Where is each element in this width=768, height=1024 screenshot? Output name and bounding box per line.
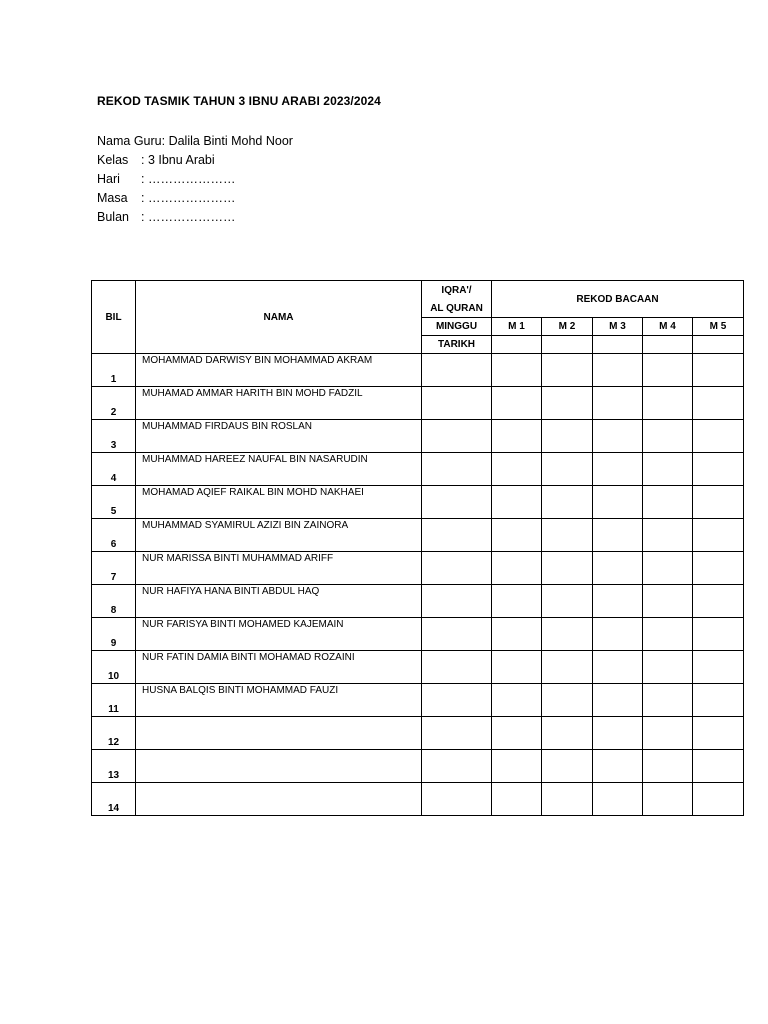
header-week-2: M 2 [542,318,593,336]
iqra-cell [422,618,492,651]
row-nama: MUHAMMAD SYAMIRUL AZIZI BIN ZAINORA [136,519,422,552]
iqra-cell [422,750,492,783]
row-bil: 14 [92,783,136,816]
week-cell [643,519,693,552]
tarikh-cell [492,336,542,354]
info-row-kelas [97,151,293,170]
week-cell [492,519,542,552]
week-cell [492,618,542,651]
week-cell [542,519,593,552]
week-cell [593,750,643,783]
info-label: Kelas [97,153,129,167]
week-cell [593,651,643,684]
row-bil: 4 [92,453,136,486]
week-cell [643,684,693,717]
week-cell [693,486,744,519]
week-cell [492,717,542,750]
week-cell [593,486,643,519]
row-nama [136,717,422,750]
row-nama: HUSNA BALQIS BINTI MOHAMMAD FAUZI [136,684,422,717]
row-nama: MUHAMAD AMMAR HARITH BIN MOHD FADZIL [136,387,422,420]
header-rekod-bacaan: REKOD BACAAN [492,281,744,318]
week-cell [492,750,542,783]
week-cell [492,585,542,618]
table-row [92,717,744,750]
header-tarikh: TARIKH [422,336,492,354]
table-row [92,684,744,717]
row-bil: 2 [92,387,136,420]
week-cell [542,420,593,453]
week-cell [643,453,693,486]
table-row [92,618,744,651]
info-block [97,132,293,227]
table-row [92,486,744,519]
week-cell [643,585,693,618]
week-cell [542,387,593,420]
week-cell [542,717,593,750]
table-row [92,552,744,585]
table-row [92,387,744,420]
info-row-hari [97,170,293,189]
week-cell [643,783,693,816]
row-nama: MOHAMAD AQIEF RAIKAL BIN MOHD NAKHAEI [136,486,422,519]
document-title: REKOD TASMIK TAHUN 3 IBNU ARABI 2023/2024 [97,94,381,108]
week-cell [693,552,744,585]
week-cell [593,684,643,717]
week-cell [542,354,593,387]
week-cell [542,552,593,585]
row-bil: 10 [92,651,136,684]
week-cell [542,651,593,684]
week-cell [593,453,643,486]
info-label: Bulan [97,210,129,224]
header-iqra: IQRA'/ [422,281,492,300]
week-cell [643,750,693,783]
week-cell [693,651,744,684]
week-cell [593,552,643,585]
info-row-masa [97,189,293,208]
row-bil: 8 [92,585,136,618]
header-week-3: M 3 [593,318,643,336]
table-row [92,453,744,486]
header-week-4: M 4 [643,318,693,336]
info-row-guru [97,132,293,151]
row-nama: MUHAMMAD FIRDAUS BIN ROSLAN [136,420,422,453]
table-row [92,420,744,453]
week-cell [542,783,593,816]
week-cell [492,684,542,717]
week-cell [643,354,693,387]
week-cell [643,618,693,651]
week-cell [542,618,593,651]
table-row [92,783,744,816]
week-cell [593,585,643,618]
table-row [92,519,744,552]
tarikh-cell [693,336,744,354]
row-nama: MOHAMMAD DARWISY BIN MOHAMMAD AKRAM [136,354,422,387]
row-nama [136,783,422,816]
week-cell [693,387,744,420]
week-cell [492,453,542,486]
iqra-cell [422,354,492,387]
row-bil: 6 [92,519,136,552]
iqra-cell [422,717,492,750]
week-cell [492,651,542,684]
header-minggu: MINGGU [422,318,492,336]
week-cell [693,750,744,783]
week-cell [643,420,693,453]
header-alquran: AL QURAN [422,299,492,318]
week-cell [643,387,693,420]
week-cell [492,552,542,585]
table-row [92,750,744,783]
week-cell [693,585,744,618]
iqra-cell [422,453,492,486]
iqra-cell [422,783,492,816]
info-label: Masa [97,191,128,205]
header-nama: NAMA [136,281,422,354]
table-row [92,651,744,684]
tarikh-cell [542,336,593,354]
week-cell [593,387,643,420]
tasmik-table [91,280,744,816]
week-cell [593,354,643,387]
week-cell [643,552,693,585]
week-cell [693,519,744,552]
week-cell [643,651,693,684]
week-cell [593,783,643,816]
header-bil: BIL [92,281,136,354]
week-cell [593,519,643,552]
row-bil: 7 [92,552,136,585]
info-value: : ………………… [141,210,236,224]
iqra-cell [422,387,492,420]
row-nama: NUR FATIN DAMIA BINTI MOHAMAD ROZAINI [136,651,422,684]
row-bil: 1 [92,354,136,387]
row-nama: NUR FARISYA BINTI MOHAMED KAJEMAIN [136,618,422,651]
table-row [92,354,744,387]
iqra-cell [422,486,492,519]
week-cell [693,453,744,486]
iqra-cell [422,420,492,453]
week-cell [542,453,593,486]
row-bil: 13 [92,750,136,783]
iqra-cell [422,552,492,585]
week-cell [593,618,643,651]
row-nama: MUHAMMAD HAREEZ NAUFAL BIN NASARUDIN [136,453,422,486]
week-cell [643,717,693,750]
week-cell [492,387,542,420]
info-value-guru: Dalila Binti Mohd Noor [168,134,293,148]
week-cell [542,585,593,618]
week-cell [492,420,542,453]
week-cell [542,684,593,717]
week-cell [693,783,744,816]
header-week-1: M 1 [492,318,542,336]
tarikh-cell [593,336,643,354]
week-cell [492,354,542,387]
week-cell [693,684,744,717]
row-bil: 3 [92,420,136,453]
week-cell [593,717,643,750]
header-week-5: M 5 [693,318,744,336]
row-bil: 12 [92,717,136,750]
tarikh-cell [643,336,693,354]
iqra-cell [422,651,492,684]
table-row [92,585,744,618]
iqra-cell [422,519,492,552]
info-value: : ………………… [141,191,236,205]
info-label: Hari [97,172,120,186]
week-cell [492,783,542,816]
iqra-cell [422,585,492,618]
week-cell [593,420,643,453]
week-cell [542,750,593,783]
row-bil: 5 [92,486,136,519]
week-cell [693,420,744,453]
info-row-bulan [97,208,293,227]
info-value: : ………………… [141,172,236,186]
week-cell [693,354,744,387]
week-cell [542,486,593,519]
row-bil: 9 [92,618,136,651]
row-nama [136,750,422,783]
row-nama: NUR MARISSA BINTI MUHAMMAD ARIFF [136,552,422,585]
info-label-guru: Nama Guru: [97,134,166,148]
info-value: : 3 Ibnu Arabi [141,153,215,167]
iqra-cell [422,684,492,717]
week-cell [492,486,542,519]
week-cell [643,486,693,519]
week-cell [693,618,744,651]
week-cell [693,717,744,750]
row-bil: 11 [92,684,136,717]
row-nama: NUR HAFIYA HANA BINTI ABDUL HAQ [136,585,422,618]
